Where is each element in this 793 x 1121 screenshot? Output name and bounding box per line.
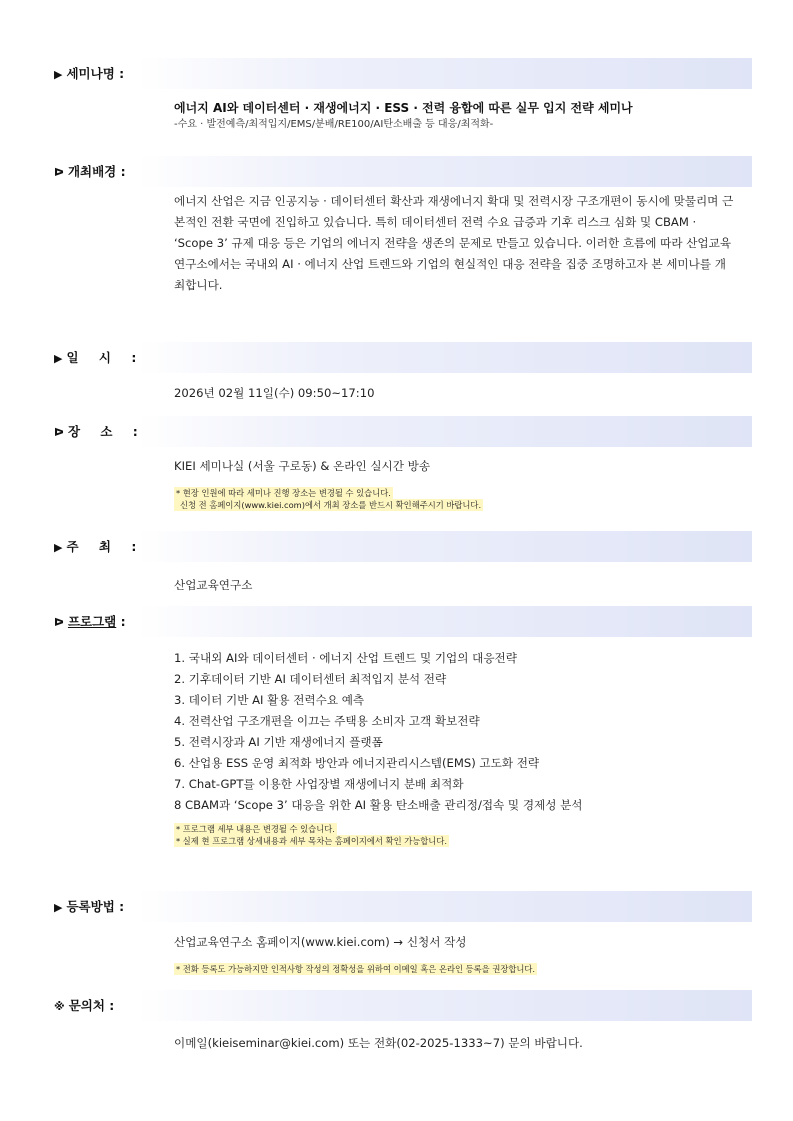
venue-value: KIEI 세미나실 (서울 구로동) & 온라인 실시간 방송 (174, 459, 431, 473)
section-label-background: ᐅ 개최배경 : (54, 164, 126, 179)
section-label-venue: ᐅ 장 소 : (54, 424, 146, 439)
program-item: 7. Chat-GPT를 이용한 사업장별 재생에너지 분배 최적화 (174, 777, 464, 791)
section-bar-contact (38, 990, 752, 1021)
program-content (174, 648, 744, 847)
section-label-contact: ※ 문의처 : (54, 998, 115, 1013)
datetime-content (174, 383, 744, 404)
program-note-2: * 실제 현 프로그램 상세내용과 세부 목차는 홈페이지에서 확인 가능합니다. (176, 836, 447, 846)
datetime-value: 2026년 02월 11일(수) 09:50~17:10 (174, 386, 375, 400)
triangle-filled-icon: ▶ (54, 541, 63, 554)
section-label-registration: ▶ 등록방법 : (54, 899, 125, 914)
program-item: 1. 국내외 AI와 데이터센터 · 에너지 산업 트렌드 및 기업의 대응전략 (174, 651, 517, 665)
program-item: 3. 데이터 기반 AI 활용 전력수요 예측 (174, 693, 365, 707)
background-text: 에너지 산업은 지금 인공지능 · 데이터센터 확산과 재생에너지 확대 및 전력시장 구조개편이 동시에 맞물리며 근본적인 전환 국면에 진입하고 있습니다. 특히 데이터센터 전력 수요 급증과 기후 리스크 심화 및 CBAM · ‘Scope 3’ 규제 대응 등은 기업의 에너지 전략을 생존의 문제로 만들고 있습니다. 이러한 흐름에 따라 산업교육연구소에서는 국내외 AI · 에너지 산업 트렌드와 기업의 현실적인 대응 전략을 집중 조명하고자 본 세미나를 개최합니다. (174, 194, 734, 292)
program-item: 2. 기후데이터 기반 AI 데이터센터 최적입지 분석 전략 (174, 672, 447, 686)
section-bar-datetime (38, 342, 752, 373)
triangle-outline-icon: ᐅ (54, 426, 64, 439)
contact-value: 이메일(kieiseminar@kiei.com) 또는 전화(02-2025-1333~7) 문의 바랍니다. (174, 1036, 583, 1050)
seminar-content (174, 99, 744, 133)
venue-note-1: * 현장 인원에 따라 세미나 진행 장소는 변경될 수 있습니다. (176, 488, 391, 498)
triangle-filled-icon: ▶ (54, 901, 63, 914)
background-content (174, 191, 734, 296)
registration-value: 산업교육연구소 홈페이지(www.kiei.com) → 신청서 작성 (174, 935, 467, 949)
program-item: 6. 산업용 ESS 운영 최적화 방안과 에너지관리시스템(EMS) 고도화 전략 (174, 756, 540, 770)
section-bar-host (38, 531, 752, 562)
section-label-program: ᐅ 프로그램 : (54, 614, 126, 629)
seminar-title: 에너지 AI와 데이터센터 · 재생에너지 · ESS · 전력 융합에 따른 실무 입지 전략 세미나 (174, 101, 633, 115)
registration-note: * 전화 등록도 가능하지만 인적사항 작성의 정확성을 위하여 이메일 혹은 온라인 등록을 권장합니다. (176, 964, 536, 974)
program-item: 4. 전력산업 구조개편을 이끄는 주택용 소비자 고객 확보전략 (174, 714, 480, 728)
section-bar-seminar (38, 58, 752, 89)
section-label-seminar: ▶ 세미나명 : (54, 66, 125, 81)
host-content (174, 575, 744, 596)
program-item: 5. 전력시장과 AI 기반 재생에너지 플랫폼 (174, 735, 383, 749)
seminar-subtitle: -수요 · 발전예측/최적입지/EMS/분배/RE100/AI탄소배출 등 대응/최적화- (174, 119, 494, 130)
program-item: 8 CBAM과 ‘Scope 3’ 대응을 위한 AI 활용 탄소배출 관리정/접속 및 경제성 분석 (174, 798, 583, 812)
venue-note-2: 신청 전 홈페이지(www.kiei.com)에서 개최 장소를 반드시 확인해주시기 바랍니다. (174, 499, 483, 511)
section-bar-program (38, 606, 752, 637)
program-note-1: * 프로그램 세부 내용은 변경될 수 있습니다. (176, 824, 335, 834)
section-label-datetime: ▶ 일 시 : (54, 350, 145, 365)
reference-mark-icon: ※ (54, 1000, 65, 1013)
contact-content (174, 1033, 744, 1054)
section-label-host: ▶ 주 최 : (54, 539, 145, 554)
section-bar-background (38, 156, 752, 187)
host-value: 산업교육연구소 (174, 578, 253, 592)
triangle-filled-icon: ▶ (54, 68, 63, 81)
triangle-outline-icon: ᐅ (54, 616, 64, 629)
registration-content (174, 932, 744, 975)
section-bar-registration (38, 891, 752, 922)
triangle-filled-icon: ▶ (54, 352, 63, 365)
triangle-outline-icon: ᐅ (54, 166, 64, 179)
venue-content (174, 456, 744, 511)
